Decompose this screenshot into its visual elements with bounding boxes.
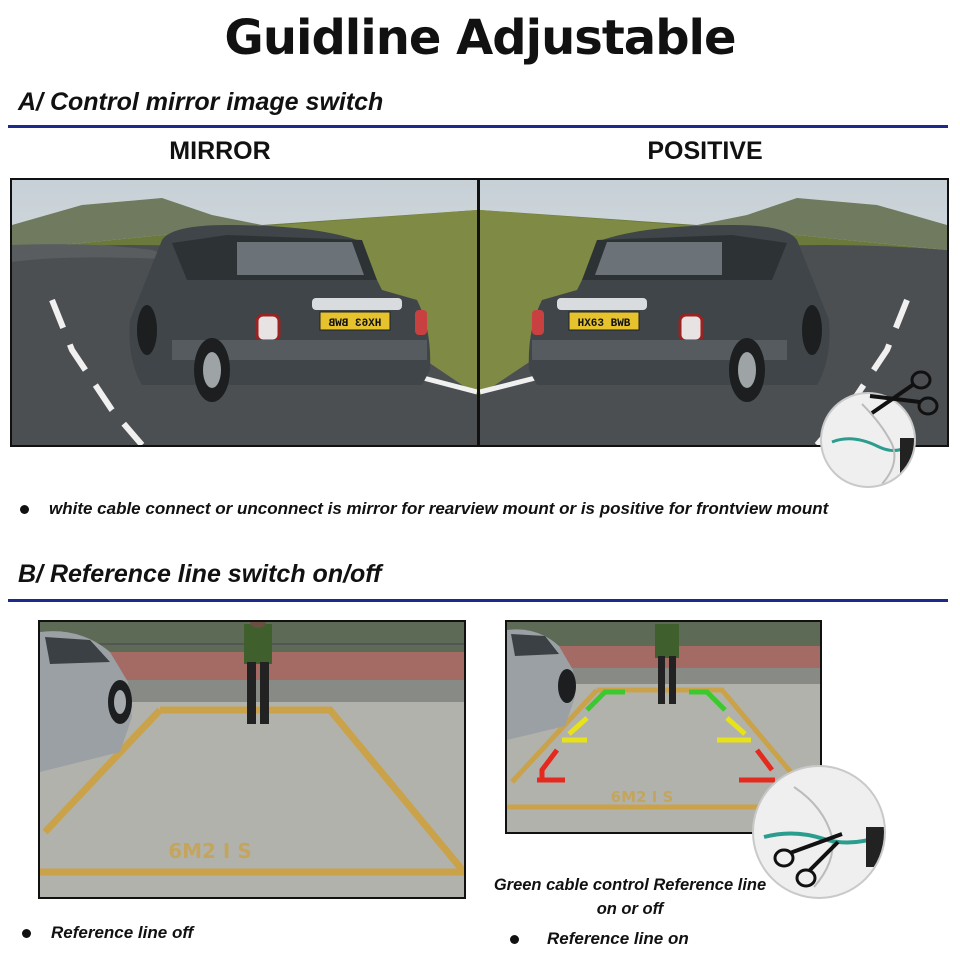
mirror-label: MIRROR (169, 137, 271, 165)
reference-off-photo (38, 620, 466, 899)
scissors-icon (866, 368, 944, 428)
section-a-heading: A/ Control mirror image switch (18, 88, 384, 116)
mirror-note-text: white cable connect or unconnect is mirror for rearview mount or is positive for frontview mount (49, 499, 829, 518)
cable-caption (470, 876, 790, 919)
ground-text-on: 6M2 I S (610, 788, 674, 806)
reference-on-text: Reference line on (547, 929, 689, 948)
reference-off-label (22, 923, 193, 943)
section-b-rule (8, 599, 948, 602)
reference-on-label (510, 929, 689, 949)
section-a-rule (8, 125, 948, 128)
section-b-heading: B/ Reference line switch on/off (18, 560, 382, 588)
mirror-plate: HX63 BWB (328, 318, 382, 330)
cable-caption-line1: Green cable control Reference line (493, 876, 767, 894)
cable-caption-line2: on or off (596, 900, 664, 918)
mirror-photo (10, 178, 479, 447)
bullet-icon (22, 929, 31, 938)
positive-plate: HX63 BWB (577, 318, 631, 330)
page-title: Guidline Adjustable (224, 10, 736, 66)
bullet-icon (510, 935, 519, 944)
mirror-note (20, 499, 828, 519)
ground-text-off: 6M2 I S (168, 839, 252, 863)
reference-off-text: Reference line off (51, 923, 194, 942)
bullet-icon (20, 505, 29, 514)
positive-label: POSITIVE (647, 137, 763, 165)
